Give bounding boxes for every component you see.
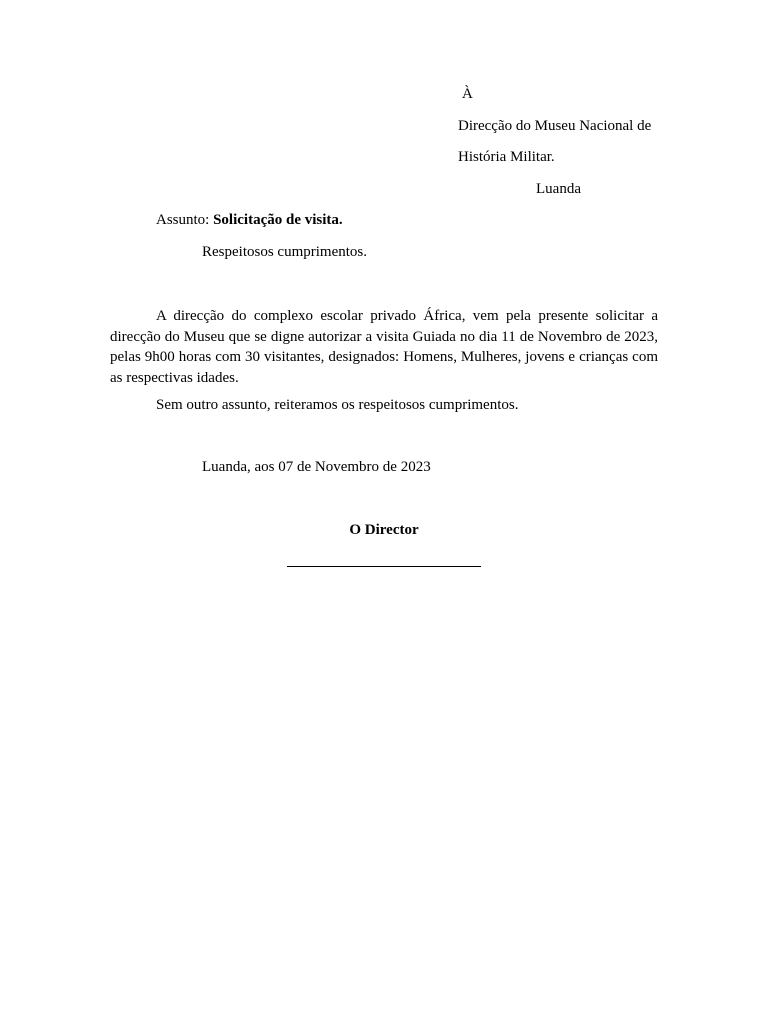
recipient-line-1: Direcção do Museu Nacional de — [458, 118, 652, 134]
signatory-title: O Director — [349, 522, 419, 538]
closing-paragraph: Sem outro assunto, reiteramos os respeitosos cumprimentos. — [156, 397, 519, 413]
recipient-to: À — [462, 86, 473, 102]
recipient-line-2: História Militar. — [458, 149, 555, 165]
subject-label: Assunto: — [156, 212, 210, 228]
place-and-date: Luanda, aos 07 de Novembro de 2023 — [202, 459, 431, 475]
signature-line — [287, 566, 481, 567]
subject-text: Solicitação de visita. — [213, 212, 343, 228]
recipient-city: Luanda — [536, 181, 581, 197]
greeting: Respeitosos cumprimentos. — [202, 244, 367, 260]
body-paragraph: A direcção do complexo escolar privado África, vem pela presente solicitar a direcção do Museu que se digne autorizar a visita Guiada no dia 11 de Novembro de 2023, pelas 9h00 horas com 30 visitantes, designados: Homens, Mulheres, jovens e crianças com as respectivas idades. — [110, 308, 658, 386]
subject-line — [156, 211, 343, 229]
